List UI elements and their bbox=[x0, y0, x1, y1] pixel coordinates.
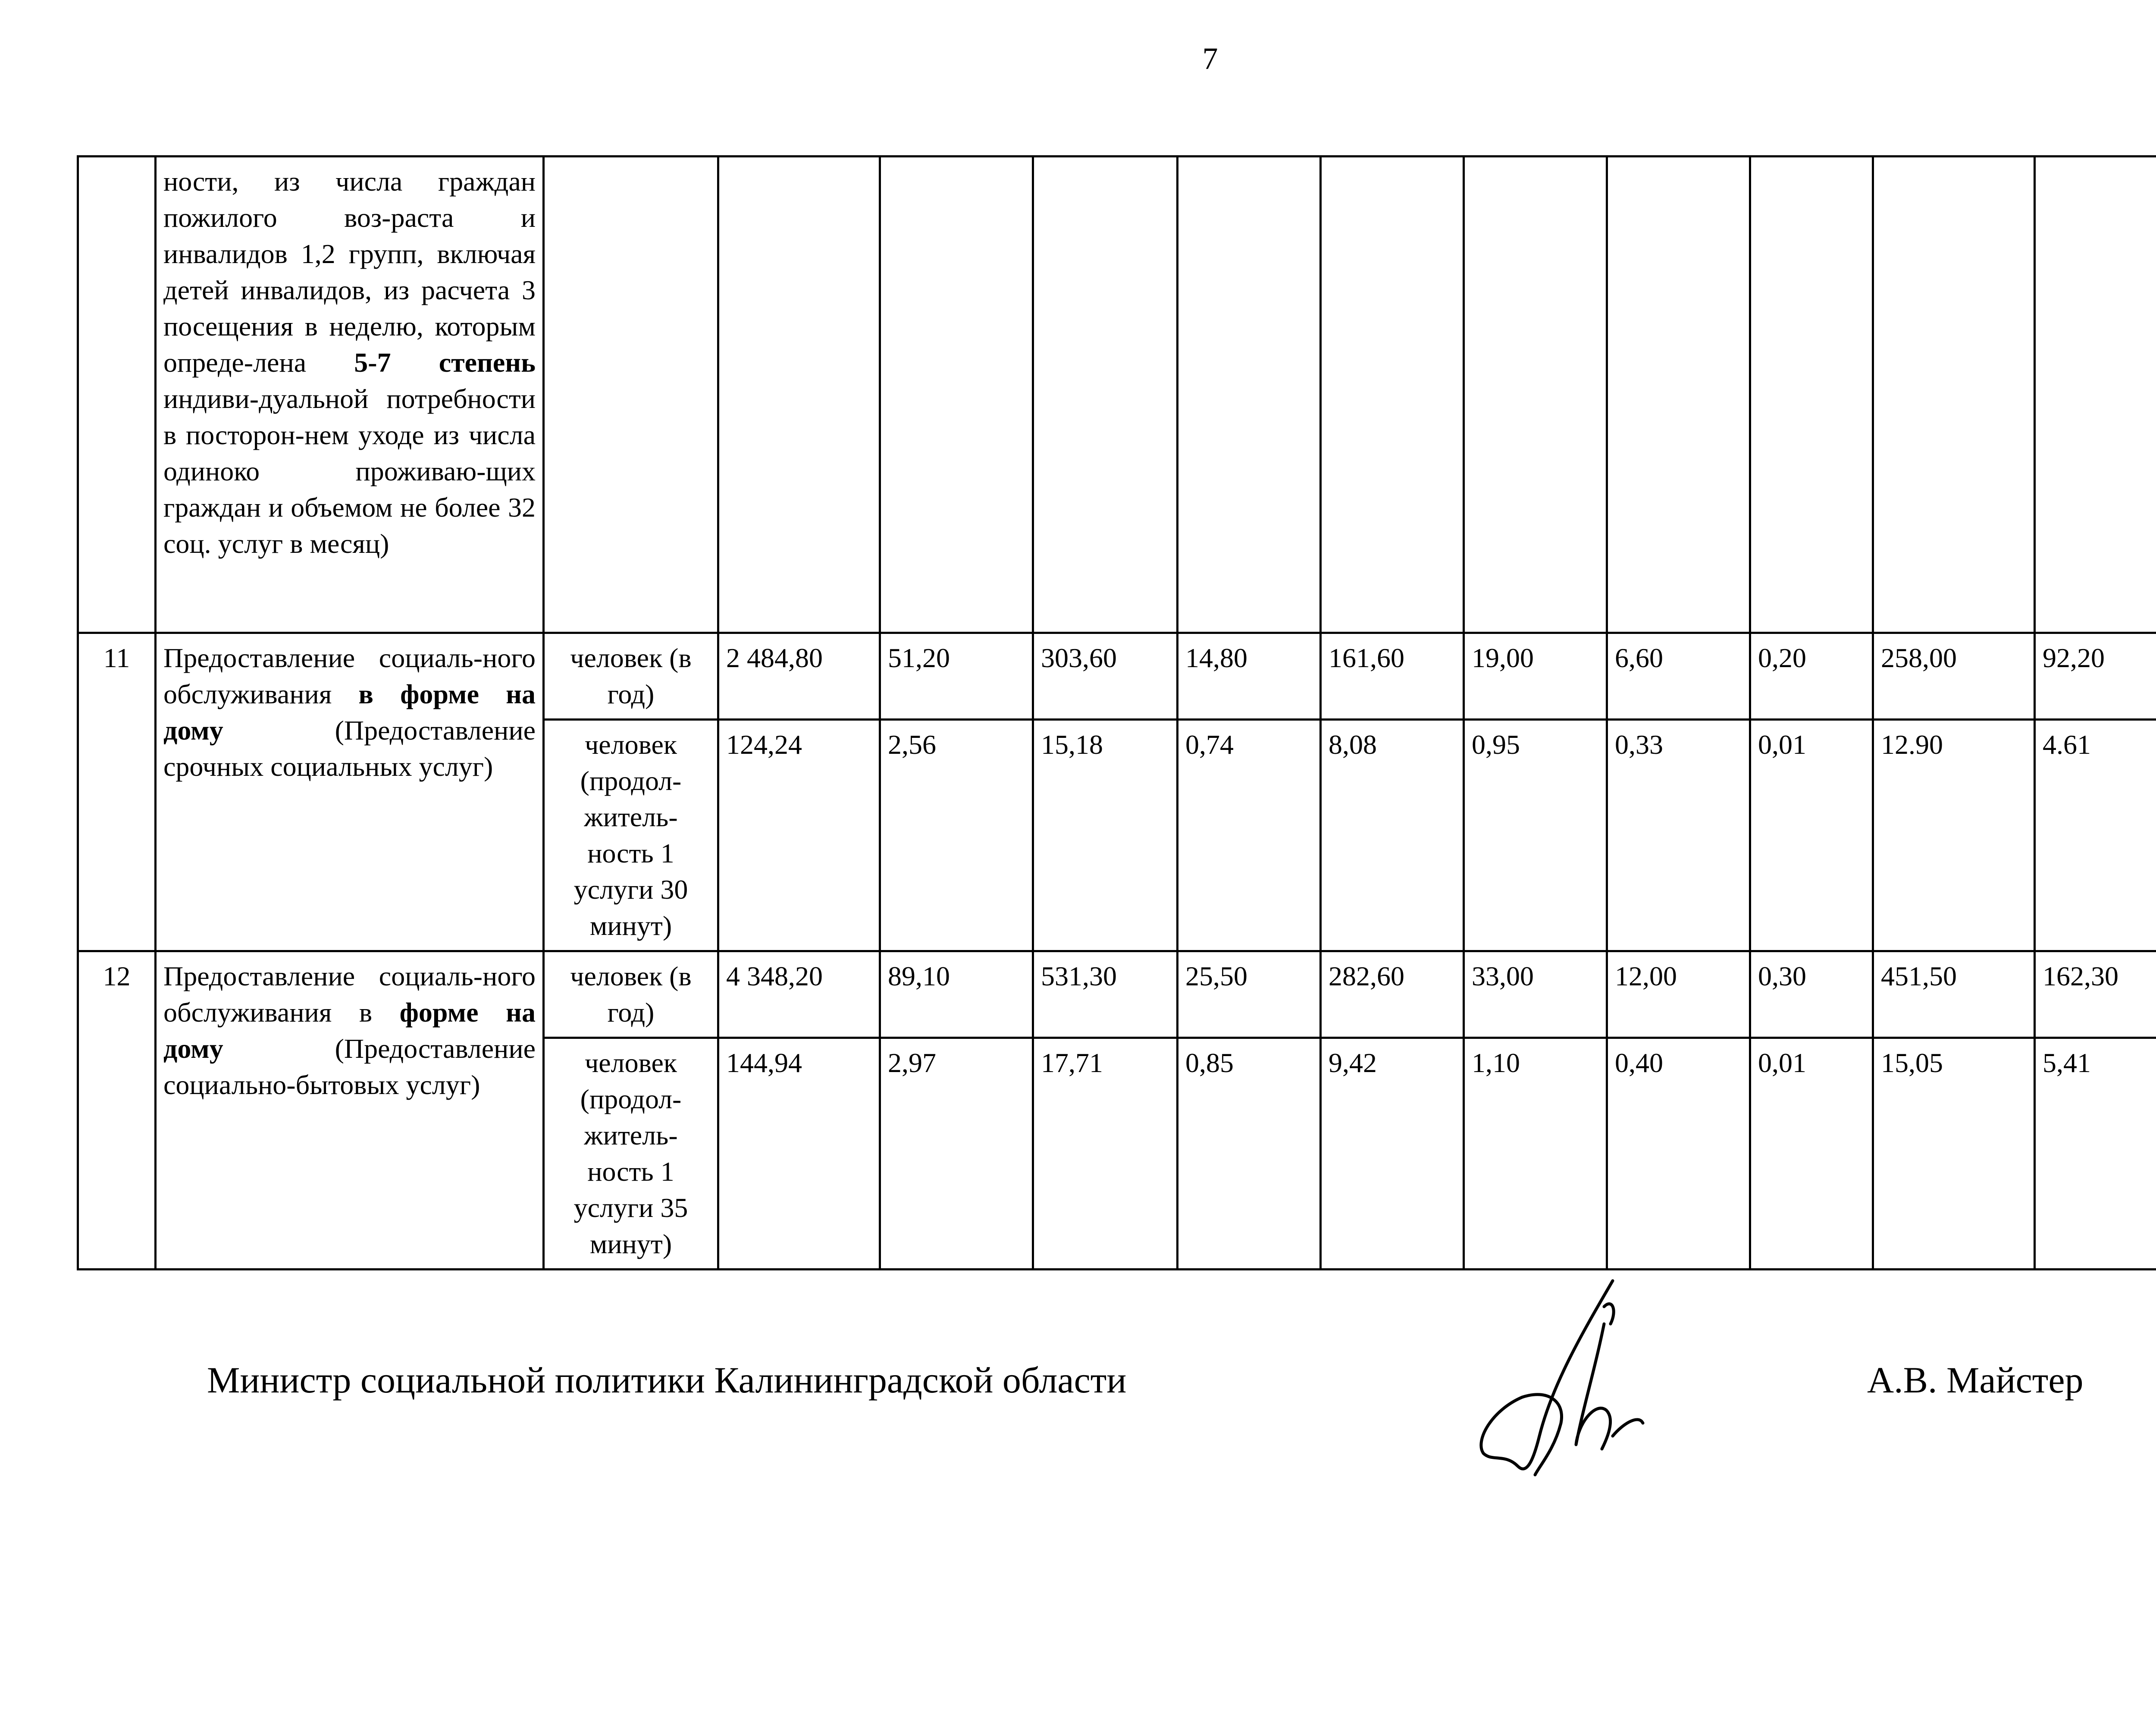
value-cell bbox=[2035, 157, 2156, 633]
value-cell: 0,74 bbox=[1178, 720, 1321, 951]
value-cell: 0,33 bbox=[1607, 720, 1750, 951]
value-cell: 14,80 bbox=[1178, 633, 1321, 720]
value-cell bbox=[718, 157, 880, 633]
value-cell: 0,30 bbox=[1750, 951, 1873, 1038]
unit-cell bbox=[544, 157, 718, 633]
service-description: ности, из числа граждан пожилого воз-раста и инвалидов 1,2 групп, включая детей инвалидов, из расчета 3 посещения в неделю, которым опреде-лена 5-7 степень индиви-дуальной потребности в посторон-нем уходе из числа одиноко проживаю-щих граждан и объемом не более 32 соц. услуг в месяц) bbox=[156, 157, 544, 633]
value-cell: 12.90 bbox=[1873, 720, 2035, 951]
value-cell: 4 348,20 bbox=[718, 951, 880, 1038]
signatory-title: Министр социальной политики Калининградской области bbox=[207, 1359, 1127, 1401]
unit-cell: человек (в год) bbox=[544, 951, 718, 1038]
value-cell bbox=[1607, 157, 1750, 633]
value-cell: 0,20 bbox=[1750, 633, 1873, 720]
value-cell: 1,10 bbox=[1464, 1038, 1607, 1270]
value-cell: 161,60 bbox=[1321, 633, 1464, 720]
value-cell: 92,20 bbox=[2035, 633, 2156, 720]
value-cell: 15,18 bbox=[1033, 720, 1178, 951]
value-cell: 6,60 bbox=[1607, 633, 1750, 720]
value-cell: 5,41 bbox=[2035, 1038, 2156, 1270]
value-cell: 124,24 bbox=[718, 720, 880, 951]
value-cell bbox=[1873, 157, 2035, 633]
value-cell: 258,00 bbox=[1873, 633, 2035, 720]
value-cell: 89,10 bbox=[880, 951, 1033, 1038]
row-number-cell bbox=[78, 157, 156, 633]
value-cell: 0,01 bbox=[1750, 1038, 1873, 1270]
value-cell: 0,95 bbox=[1464, 720, 1607, 951]
value-cell bbox=[1464, 157, 1607, 633]
value-cell: 4.61 bbox=[2035, 720, 2156, 951]
value-cell: 8,08 bbox=[1321, 720, 1464, 951]
row-number-cell: 11 bbox=[78, 633, 156, 951]
value-cell: 51,20 bbox=[880, 633, 1033, 720]
unit-cell: человек (продол-житель-ность 1 услуги 30 минут) bbox=[544, 720, 718, 951]
service-description: Предоставление социаль-ного обслуживания в форме на дому (Предоставление срочных социальных услуг) bbox=[156, 633, 544, 951]
value-cell: 303,60 bbox=[1033, 633, 1178, 720]
service-description: Предоставление социаль-ного обслуживания в форме на дому (Предоставление социально-бытовых услуг) bbox=[156, 951, 544, 1270]
row-number-cell: 12 bbox=[78, 951, 156, 1270]
page-number: 7 bbox=[1202, 41, 1218, 76]
value-cell: 15,05 bbox=[1873, 1038, 2035, 1270]
value-cell: 531,30 bbox=[1033, 951, 1178, 1038]
value-cell: 0,85 bbox=[1178, 1038, 1321, 1270]
value-cell: 2,56 bbox=[880, 720, 1033, 951]
value-cell bbox=[880, 157, 1033, 633]
value-cell: 451,50 bbox=[1873, 951, 2035, 1038]
value-cell: 17,71 bbox=[1033, 1038, 1178, 1270]
value-cell: 144,94 bbox=[718, 1038, 880, 1270]
value-cell: 12,00 bbox=[1607, 951, 1750, 1038]
table-row bbox=[78, 633, 2156, 720]
table-row bbox=[78, 951, 2156, 1038]
signature-icon bbox=[1475, 1272, 1664, 1488]
value-cell bbox=[1321, 157, 1464, 633]
value-cell: 2 484,80 bbox=[718, 633, 880, 720]
value-cell: 0,01 bbox=[1750, 720, 1873, 951]
value-cell bbox=[1750, 157, 1873, 633]
signatory-name: А.В. Майстер bbox=[1867, 1359, 2084, 1401]
value-cell: 19,00 bbox=[1464, 633, 1607, 720]
value-cell: 162,30 bbox=[2035, 951, 2156, 1038]
services-table bbox=[77, 155, 2156, 1270]
value-cell: 0,40 bbox=[1607, 1038, 1750, 1270]
unit-cell: человек (в год) bbox=[544, 633, 718, 720]
value-cell: 25,50 bbox=[1178, 951, 1321, 1038]
value-cell: 33,00 bbox=[1464, 951, 1607, 1038]
table-row bbox=[78, 157, 2156, 633]
value-cell: 282,60 bbox=[1321, 951, 1464, 1038]
value-cell bbox=[1178, 157, 1321, 633]
value-cell: 2,97 bbox=[880, 1038, 1033, 1270]
value-cell: 9,42 bbox=[1321, 1038, 1464, 1270]
unit-cell: человек (продол-житель-ность 1 услуги 35 минут) bbox=[544, 1038, 718, 1270]
value-cell bbox=[1033, 157, 1178, 633]
